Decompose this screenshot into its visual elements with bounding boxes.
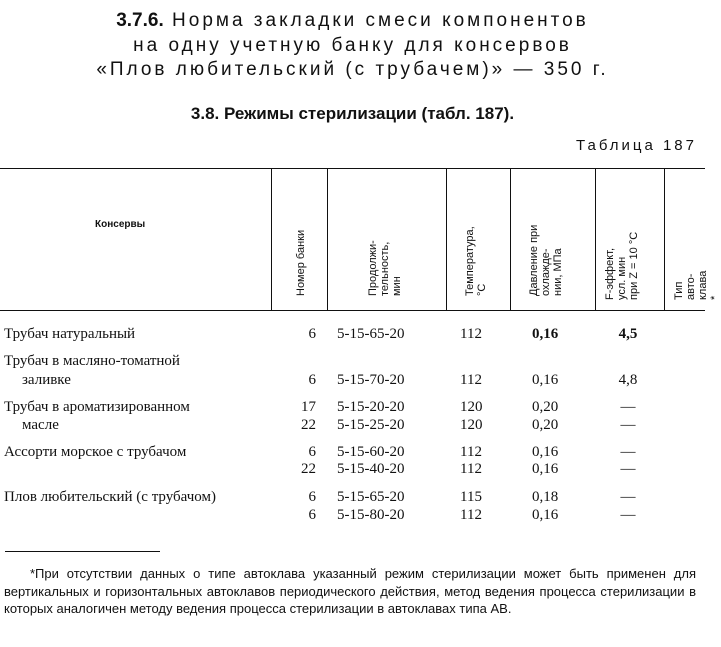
column-divider [327, 168, 328, 310]
table-cell-duration: 5-15-65-20 [337, 326, 405, 342]
column-header-can-number: Номер банки [295, 229, 307, 296]
table-cell-pressure: 0,16 [532, 372, 559, 388]
table-cell-duration: 5-15-65-20 [337, 489, 405, 505]
footnote-text: *При отсутствии данных о типе автоклава указанный режим стерилизации может быть применен для вертикальных и горизонтальных автоклавов периодического действия, метод ведения процесса стерилизации в которых аналогичен методу ведения процесса стерилизации в автоклавах типа АВ. [4, 566, 696, 616]
table-cell-can: 6 [308, 507, 316, 523]
table-cell-pressure: 0,18 [532, 489, 559, 505]
table-label: Таблица 187 [575, 137, 697, 154]
table-cell-duration: 5-15-60-20 [337, 444, 405, 460]
table-top-rule [0, 168, 705, 169]
table-cell-f-effect: — [620, 461, 636, 477]
table-cell-f-effect: 4,8 [618, 372, 638, 388]
column-divider [510, 168, 511, 310]
column-header-product: Консервы [95, 219, 146, 230]
footnote [4, 565, 696, 618]
table-cell-temperature: 112 [460, 372, 482, 388]
table-row-name: Трубач натуральный [4, 326, 136, 342]
column-header-pressure: Давление при охлажде- нии, МПа [528, 224, 564, 296]
table-cell-can: 22 [301, 461, 316, 477]
table-cell-f-effect: — [620, 507, 636, 523]
table-cell-can: 6 [308, 489, 316, 505]
table-cell-pressure: 0,16 [532, 444, 559, 460]
table-row-name: Трубач в ароматизированном [4, 399, 190, 415]
table-header-rule [0, 310, 705, 311]
table-cell-can: 6 [308, 444, 316, 460]
table-row-name: Трубач в масляно-томатной [4, 353, 180, 369]
table-cell-duration: 5-15-80-20 [337, 507, 405, 523]
footnote-separator [5, 551, 160, 552]
table-row-name-continued: заливке [22, 372, 71, 388]
column-header-autoclave: Тип авто- клава * [673, 270, 721, 300]
column-divider [595, 168, 596, 310]
table-cell-can: 17 [301, 399, 316, 415]
table-cell-pressure: 0,16 [532, 326, 559, 342]
table-cell-temperature: 112 [460, 444, 482, 460]
section-number: 3.7.6. [116, 10, 164, 31]
table-cell-f-effect: — [620, 417, 636, 433]
column-divider [446, 168, 447, 310]
table-cell-pressure: 0,20 [532, 417, 559, 433]
table-row-name-continued: масле [22, 417, 59, 433]
table-cell-f-effect: 4,5 [618, 326, 638, 342]
table-cell-temperature: 120 [460, 417, 483, 433]
column-header-f-effect: F-эффект, усл. мин при Z = 10 °С [604, 231, 640, 300]
column-header-duration: Продолжи- тельность, мин [367, 240, 403, 296]
table-cell-can: 6 [308, 326, 316, 342]
table-cell-can: 22 [301, 417, 316, 433]
table-cell-temperature: 112 [460, 326, 482, 342]
table-cell-can: 6 [308, 372, 316, 388]
section-title-line3: «Плов любительский (с трубачем)» — 350 г. [96, 59, 609, 80]
column-divider [664, 168, 665, 310]
table-cell-f-effect: — [620, 489, 636, 505]
column-header-temperature: Температура, °С [464, 226, 488, 296]
table-cell-duration: 5-15-40-20 [337, 461, 405, 477]
table-cell-duration: 5-15-20-20 [337, 399, 405, 415]
table-cell-temperature: 120 [460, 399, 483, 415]
table-cell-temperature: 115 [460, 489, 482, 505]
section-title-line1 [0, 10, 705, 32]
table-cell-temperature: 112 [460, 507, 482, 523]
column-divider [271, 168, 272, 310]
table-cell-f-effect: — [620, 399, 636, 415]
table-row-name: Плов любительский (с трубачом) [4, 489, 216, 505]
table-cell-pressure: 0,16 [532, 461, 559, 477]
table-cell-pressure: 0,20 [532, 399, 559, 415]
table-cell-f-effect: — [620, 444, 636, 460]
table-cell-pressure: 0,16 [532, 507, 559, 523]
table-row-name: Ассорти морское с трубачом [4, 444, 187, 460]
subsection-title: 3.8. Режимы стерилизации (табл. 187). [190, 104, 515, 123]
table-cell-duration: 5-15-70-20 [337, 372, 405, 388]
section-title-line2: на одну учетную банку для консервов [133, 35, 572, 56]
table-cell-temperature: 112 [460, 461, 482, 477]
section-title-text: Норма закладки смеси компонентов [172, 10, 589, 31]
table-cell-duration: 5-15-25-20 [337, 417, 405, 433]
